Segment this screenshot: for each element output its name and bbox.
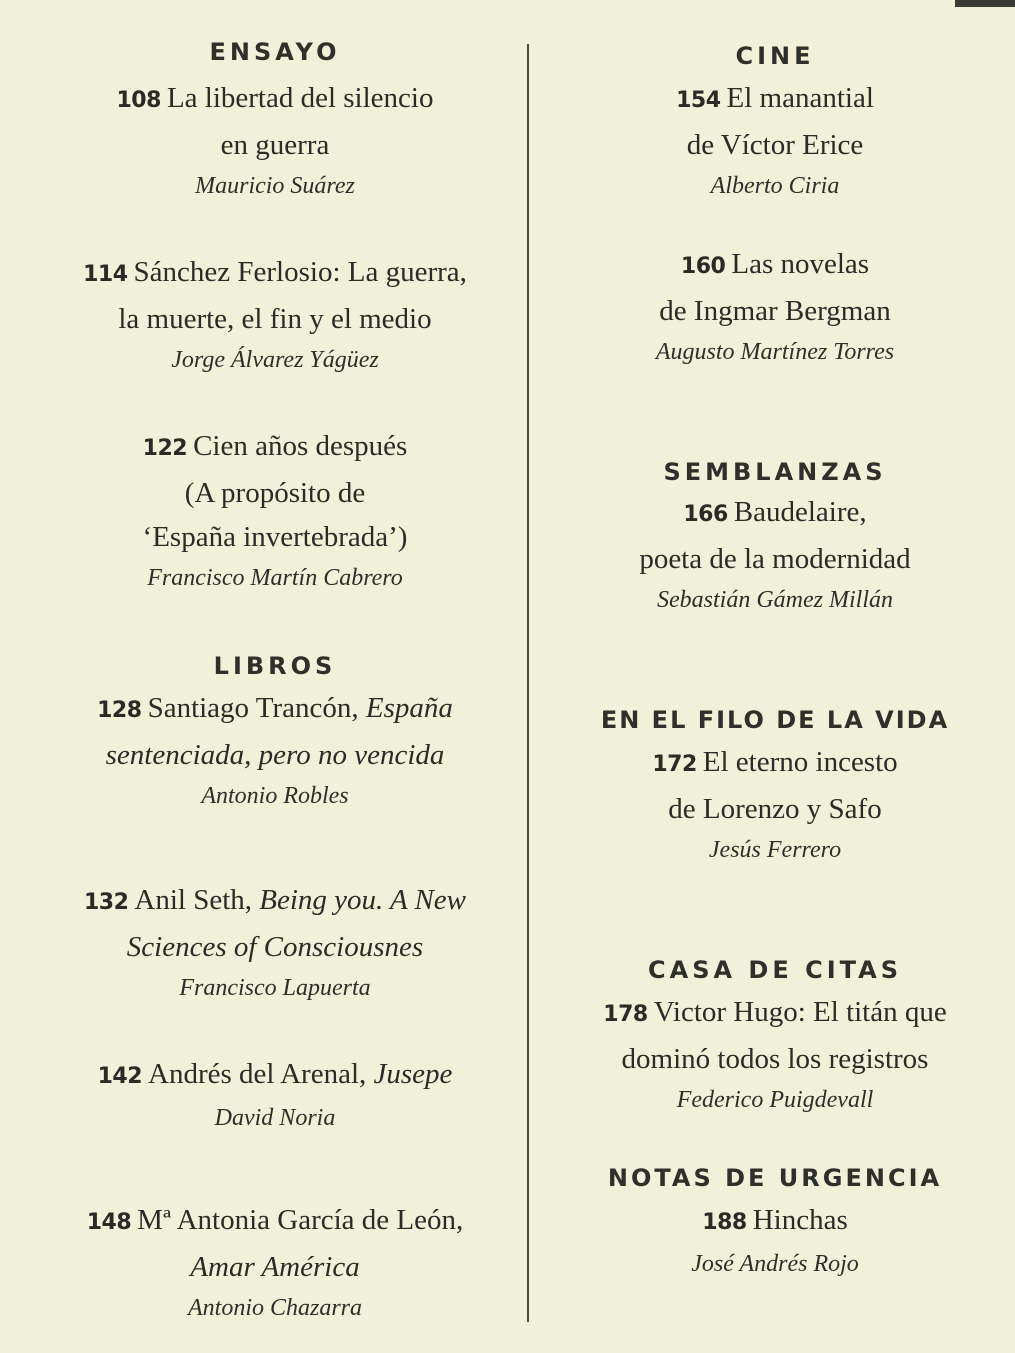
page-number: 132 (83, 890, 129, 915)
section-heading-en-el-filo-de-la-vida: EN EL FILO DE LA VIDA (600, 706, 950, 734)
toc-entry (540, 242, 1010, 369)
entry-author: Federico Puigdevall (676, 1087, 874, 1113)
page-number: 154 (676, 88, 721, 113)
page-number: 114 (83, 262, 128, 287)
page-number: 122 (142, 436, 188, 461)
top-edge-bar (955, 0, 1015, 7)
entry-title-line: 172 El eterno incesto (652, 746, 898, 778)
entry-title-line: (A propósito de (184, 477, 366, 509)
entry-title-line: la muerte, el fin y el medio (118, 303, 432, 335)
entry-title-line: 178 Victor Hugo: El titán que (603, 996, 947, 1028)
entry-title-line: 148 Mª Antonia García de León, (86, 1204, 464, 1236)
page-number: 128 (97, 698, 142, 723)
page-number: 160 (680, 254, 726, 279)
entry-title-line: 114 Sánchez Ferlosio: La guerra, (83, 256, 467, 288)
entry-author: Jorge Álvarez Yágüez (171, 347, 379, 373)
entry-title-line: 160 Las novelas (680, 248, 870, 280)
entry-title-line: de Víctor Erice (686, 129, 864, 161)
entry-author: Antonio Chazarra (187, 1295, 363, 1321)
page-number: 166 (683, 502, 728, 527)
entry-title-line: 108 La libertad del silencio (116, 82, 434, 114)
entry-author: David Noria (214, 1105, 336, 1131)
toc-entry (540, 490, 1010, 617)
entry-title-line: de Ingmar Bergman (659, 295, 891, 327)
section-heading-semblanzas: SEMBLANZAS (663, 458, 887, 486)
entry-title-line: ‘España invertebrada’) (142, 521, 408, 553)
entry-author: José Andrés Rojo (691, 1251, 859, 1277)
section-heading-cine: CINE (735, 42, 815, 70)
toc-entry (540, 1198, 1010, 1281)
entry-title-line: 128 Santiago Trancón, España (97, 692, 453, 724)
entry-author: Antonio Robles (201, 783, 349, 809)
section-heading-ensayo: ENSAYO (209, 38, 341, 66)
entry-title-line: dominó todos los registros (621, 1043, 929, 1075)
entry-title-line: 166 Baudelaire, (683, 496, 867, 528)
entry-author: Mauricio Suárez (195, 173, 355, 199)
toc-entry (540, 76, 1010, 203)
entry-title-line: 122 Cien años después (142, 430, 408, 462)
entry-title-line: en guerra (220, 129, 330, 161)
entry-title-line: 188 Hinchas (702, 1204, 848, 1236)
toc-entry (30, 76, 520, 203)
page-number: 172 (652, 752, 697, 777)
entry-title-line: Amar América (190, 1251, 360, 1283)
entry-author: Francisco Martín Cabrero (147, 565, 403, 591)
page-number: 142 (97, 1064, 143, 1089)
toc-entry (540, 990, 1010, 1117)
toc-entry (30, 1052, 520, 1135)
entry-title-line: de Lorenzo y Safo (668, 793, 882, 825)
entry-author: Sebastián Gámez Millán (657, 587, 893, 613)
toc-entry (30, 250, 520, 377)
entry-title-line: Sciences of Consciousnes (126, 931, 424, 963)
toc-entry (30, 1198, 520, 1325)
page-number: 188 (702, 1210, 747, 1235)
page-number: 178 (603, 1002, 648, 1027)
entry-author: Alberto Ciria (710, 173, 840, 199)
entry-title-line: poeta de la modernidad (639, 543, 911, 575)
entry-title-line: 132 Anil Seth, Being you. A New (83, 884, 467, 916)
entry-title-line: 142 Andrés del Arenal, Jusepe (97, 1058, 453, 1090)
toc-entry (30, 424, 520, 595)
column-divider (527, 44, 529, 1322)
section-heading-casa-de-citas: CASA DE CITAS (648, 956, 902, 984)
toc-entry (540, 740, 1010, 867)
entry-author: Francisco Lapuerta (179, 975, 371, 1001)
toc-entry (30, 686, 520, 813)
entry-author: Augusto Martínez Torres (655, 339, 895, 365)
toc-entry (30, 878, 520, 1005)
section-heading-libros: LIBROS (213, 652, 337, 680)
entry-author: Jesús Ferrero (708, 837, 842, 863)
entry-title-line: sentenciada, pero no vencida (105, 739, 445, 771)
page-number: 148 (86, 1210, 132, 1235)
entry-title-line: 154 El manantial (676, 82, 874, 114)
section-heading-notas-de-urgencia: NOTAS DE URGENCIA (607, 1164, 943, 1192)
page-number: 108 (116, 88, 161, 113)
